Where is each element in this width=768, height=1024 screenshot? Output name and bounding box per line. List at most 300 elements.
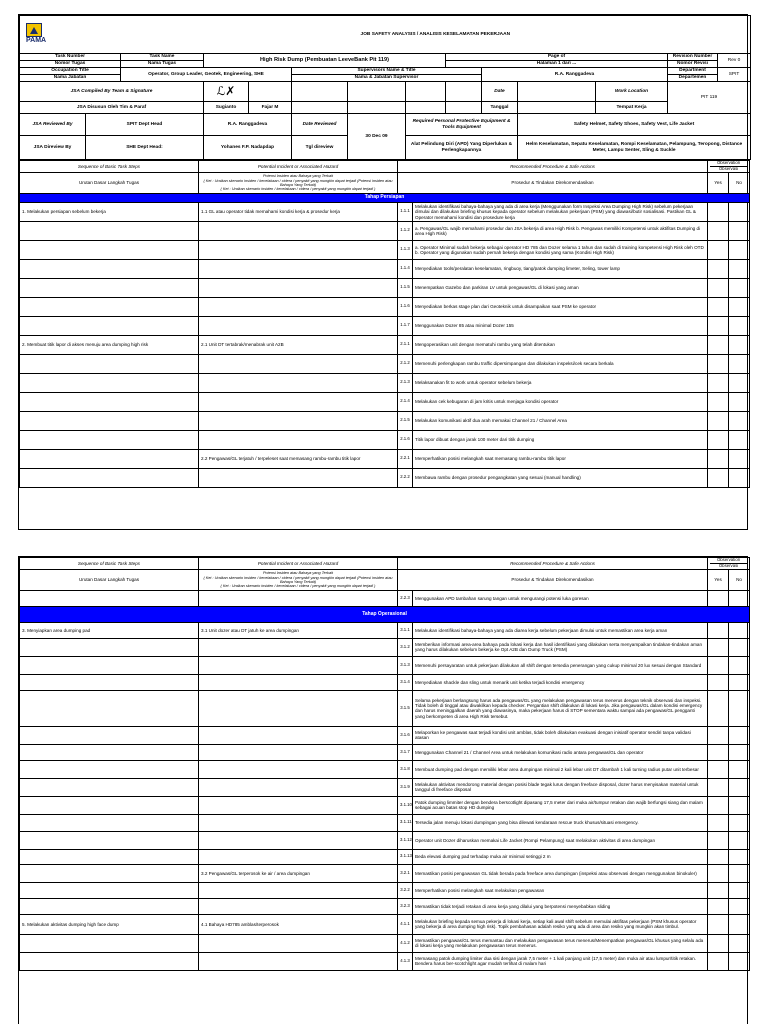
yes-checkbox-cell[interactable] [708, 316, 729, 335]
action-cell: Memenuhi persayaratan untuk pekerjaan dilakukan all shift dengan tersedia penerangan yang cukup minimal 20 lux sesuai dengan Standard [413, 656, 708, 674]
action-number: 2.2.2 [398, 468, 413, 487]
hazard-cell: 1.1 GL atau operator tidak memahami kondisi kerja & prosedur kerja [199, 202, 398, 221]
action-number: 3.1.9 [398, 778, 413, 796]
no-checkbox-cell[interactable] [729, 335, 750, 354]
action-number: 3.1.2 [398, 638, 413, 656]
action-number: 4.1.3 [398, 952, 413, 970]
phase-band-operasional: Tahap Operasional [20, 606, 750, 622]
no-header: No [729, 569, 750, 590]
tempat-kerja-label: Tempat Kerja [596, 102, 668, 114]
no-checkbox-cell[interactable] [729, 849, 750, 864]
no-checkbox-cell[interactable] [729, 690, 750, 726]
supervisor-label-id: Nama & Jabatan Supervisor [292, 75, 482, 82]
hazard-cell [199, 796, 398, 814]
hazard-cell [199, 430, 398, 449]
no-checkbox-cell[interactable] [729, 449, 750, 468]
jsa-sheet-1 [18, 14, 748, 530]
page-value: Halaman 1 dari ... [446, 61, 668, 68]
action-number: 2.1.2 [398, 354, 413, 373]
step-cell: 2. Membuat titik lapor di akses menuju area dumping high risk [20, 335, 199, 354]
yes-checkbox-cell[interactable] [708, 468, 729, 487]
table-row [20, 914, 750, 934]
step-cell [20, 638, 199, 656]
jsa-body-table-1 [19, 160, 750, 488]
step-cell [20, 354, 199, 373]
actions-header-en: Recommended Procedure & Safe Actions [398, 558, 708, 570]
action-cell: Melaksanakan fit to work untuk operator sebelum bekerja [413, 373, 708, 392]
table-row [20, 849, 750, 864]
no-checkbox-cell[interactable] [729, 316, 750, 335]
page-label: Page of [446, 54, 668, 61]
observation-header [708, 558, 750, 570]
no-checkbox-cell[interactable] [729, 952, 750, 970]
table-row [20, 392, 750, 411]
hazard-cell [199, 638, 398, 656]
no-checkbox-cell[interactable] [729, 411, 750, 430]
revision-value: Rev 0 [718, 54, 751, 68]
steps-header-en: Sequence of Basic Task Steps [20, 161, 199, 173]
yes-checkbox-cell[interactable] [708, 864, 729, 882]
reviewed-name: R.A. Ranggadeva [204, 114, 292, 136]
hazard-header-id-1: Potensi Insiden atau Bahaya yang Terkait [263, 174, 333, 179]
hazard-cell [199, 726, 398, 744]
apd-value: Helm Keselamatan, Sepatu Keselamatan, Rompi Keselamatan, Pelampung, Teropong, Distance Meter, Lampu Senter, Sling & Suckle [518, 136, 751, 160]
logo-text: PAMA [26, 37, 47, 45]
yes-checkbox-cell[interactable] [708, 934, 729, 952]
no-checkbox-cell[interactable] [729, 373, 750, 392]
hazard-cell [199, 373, 398, 392]
nama-jabatan-label: Nama Jabatan [20, 75, 121, 82]
yes-checkbox-cell[interactable] [708, 726, 729, 744]
action-number: 3.2.2 [398, 882, 413, 898]
action-cell: Menggunakan APD tambahan sarung tangan untuk mengurangi potensi luka goresan [413, 590, 708, 606]
hazard-cell [199, 221, 398, 240]
hazard-cell [199, 690, 398, 726]
yes-checkbox-cell[interactable] [708, 638, 729, 656]
no-checkbox-cell[interactable] [729, 297, 750, 316]
action-number: 3.1.10 [398, 796, 413, 814]
no-checkbox-cell[interactable] [729, 392, 750, 411]
no-checkbox-cell[interactable] [729, 590, 750, 606]
table-row [20, 898, 750, 914]
action-number: 1.1.4 [398, 259, 413, 278]
no-checkbox-cell[interactable] [729, 278, 750, 297]
yes-checkbox-cell[interactable] [708, 778, 729, 796]
steps-header-en: Sequence of Basic Task Steps [20, 558, 199, 570]
sheet1-rows [20, 202, 750, 487]
nama-tugas-label: Nama Tugas [121, 61, 204, 68]
action-number: 2.1.1 [398, 335, 413, 354]
yes-checkbox-cell[interactable] [708, 914, 729, 934]
action-cell: Memperhatikan posisi melangkah saat memasang rambu-rambu titik lapor [413, 449, 708, 468]
table-row [20, 316, 750, 335]
step-cell [20, 430, 199, 449]
table-row [20, 335, 750, 354]
step-cell [20, 297, 199, 316]
date-reviewed-value: 30 Dec 09 [348, 114, 406, 160]
task-name-label: Task Name [121, 54, 204, 61]
yes-checkbox-cell[interactable] [708, 814, 729, 831]
no-checkbox-cell[interactable] [729, 831, 750, 849]
no-checkbox-cell[interactable] [729, 468, 750, 487]
table-row [20, 411, 750, 430]
occupation-label: Occupation Title [20, 68, 121, 75]
yes-checkbox-cell[interactable] [708, 690, 729, 726]
yes-checkbox-cell[interactable] [708, 430, 729, 449]
action-number: 3.1.4 [398, 674, 413, 690]
yes-checkbox-cell[interactable] [708, 622, 729, 638]
signature-scribble-icon: ℒ✗ [216, 83, 236, 98]
action-number: 3.1.8 [398, 760, 413, 778]
hazard-header-id-3: ( Ket : Uraikan skenario insiden / kecelakaan / cidera / penyakit yang mungkin dapat terjadi ) [220, 584, 376, 589]
action-cell: Memenuhi perlengkapan rambu traffic dipersimpangan dan dilakukan inspeksi/cek secara berkala [413, 354, 708, 373]
hazard-cell [199, 744, 398, 760]
action-cell: Menyediakan shackle dan sling untuk menarik unit ketika terjadi kondisi emergency [413, 674, 708, 690]
department-value: SPIT [718, 68, 751, 82]
action-number: 1.1.2 [398, 221, 413, 240]
action-cell: Titik lapor dibuat dengan jarak 100 meter dari titik dumping [413, 430, 708, 449]
departemen-label: Departemen [668, 75, 718, 82]
no-checkbox-cell[interactable] [729, 354, 750, 373]
action-cell: Melakukan cek kebugaran di jam kritis untuk menjaga kondisi operator [413, 392, 708, 411]
hazard-header-id-2: ( Ket : Uraikan skenario insiden / kecelakaan / cidera / penyakit yang mungkin dapat terjadi (Potensi insiden atau Bahaya Yang Terkait) [203, 178, 393, 187]
action-number: 1.1.5 [398, 278, 413, 297]
reviewed-role: SPIT Dept Head [86, 114, 204, 136]
hazard-cell [199, 656, 398, 674]
step-cell [20, 449, 199, 468]
yes-checkbox-cell[interactable] [708, 952, 729, 970]
hazard-cell: 2.1 Unit DT tertabrak/menabrak unit A2B [199, 335, 398, 354]
step-cell [20, 656, 199, 674]
step-cell [20, 814, 199, 831]
pama-logo-icon [26, 23, 42, 37]
action-cell: a. Operator Minimal sudah bekerja sebagai operator HD 785 dan Dozer selama 1 tahun dan sudah di training kompetensi High Risk oleh OTD b. Operator yang digunakan sudah pernah bekerja dengan kondisi yang sama (Kondisi High Risk) [413, 240, 708, 259]
action-cell: Memberikan informasi area-area bahaya pada lokasi kerja dan hasil identifikasi yang dilakukan serta menyampaikan tindakan-tindakan aman yang harus dilakukan sebelum bekerja ke Opt A2B dan Dump Truck (PSM) [413, 638, 708, 656]
hazard-header-id-3: ( Ket : Uraikan skenario insiden / kecelakaan / cidera / penyakit yang mungkin dapat terjadi ) [220, 187, 376, 192]
action-cell: Melaporkan ke pengawas saat terjadi kondisi unit amblas, tidak boleh dilakukan evakuasi dengan inisiatif operator sendiri tanpa validasi atasan [413, 726, 708, 744]
yes-checkbox-cell[interactable] [708, 796, 729, 814]
steps-header-id: Urutan Dasar Langkah Tugas [20, 569, 199, 590]
step-cell [20, 882, 199, 898]
hazard-cell [199, 778, 398, 796]
step-cell [20, 831, 199, 849]
step-cell [20, 411, 199, 430]
work-location-label: Work Location [596, 82, 668, 102]
observasi-label: Observasi [710, 563, 747, 569]
no-header: No [729, 172, 750, 193]
apd-label: Alat Pelindung Diri (APD) Yang Diperlukan & Perlengkapannya [406, 136, 518, 160]
hazard-header-id-2: ( Ket : Uraikan skenario insiden / kecelakaan / cidera / penyakit yang mungkin dapat terjadi (Potensi insiden atau Bahaya Yang Terkait) [203, 575, 393, 584]
no-checkbox-cell[interactable] [729, 778, 750, 796]
yes-checkbox-cell[interactable] [708, 831, 729, 849]
hazard-cell [199, 849, 398, 864]
hazard-cell [199, 760, 398, 778]
no-checkbox-cell[interactable] [729, 814, 750, 831]
task-name-value: High Risk Dump (Pembuatan LeeveBank Pit 119) [204, 54, 446, 68]
action-number: 3.1.11 [398, 814, 413, 831]
action-number: 3.2.1 [398, 864, 413, 882]
no-checkbox-cell[interactable] [729, 430, 750, 449]
action-number: 1.1.6 [398, 297, 413, 316]
no-checkbox-cell[interactable] [729, 898, 750, 914]
action-cell: Memastikan posisi pengawasan GL tidak berada pada freeface area dumpingan (inspeksi atau observasi dengan menggunakan binokuler) [413, 864, 708, 882]
step-cell [20, 778, 199, 796]
step-cell [20, 373, 199, 392]
yes-checkbox-cell[interactable] [708, 278, 729, 297]
hazard-cell [199, 590, 398, 606]
action-number: 3.1.3 [398, 656, 413, 674]
jsa-body-table-2 [19, 557, 750, 971]
compiled-name-2: Fajar M [249, 102, 292, 114]
no-checkbox-cell[interactable] [729, 726, 750, 744]
table-row [20, 796, 750, 814]
yes-checkbox-cell[interactable] [708, 882, 729, 898]
hazard-cell [199, 934, 398, 952]
observation-label: Observation [716, 160, 741, 165]
step-cell [20, 864, 199, 882]
table-row [20, 373, 750, 392]
action-cell: Beda elevasi dumping pad terhadap muka air minimal setinggi 2 m [413, 849, 708, 864]
nomor-tugas-label: Nomor Tugas [20, 61, 121, 68]
hazard-header-id [199, 569, 398, 590]
yes-checkbox-cell[interactable] [708, 354, 729, 373]
action-cell: Melakukan identifikasi bahaya-bahaya yang ada di area kerja (Menggunakan form Inspeksi Area Dumping High Risk) sebelum pekerjaan dimulai dan dilakukan briefing khusus kepada operator sebelum melakukan pekerjaan (PSM) yang diawasi/butir sosialisasi. Pastikan GL & Operator memahami kondisi dan prosedure kerja [413, 202, 708, 221]
step-cell: 5. Melakukan aktivitas dumping high face dump [20, 914, 199, 934]
no-checkbox-cell[interactable] [729, 882, 750, 898]
direview-name: Yohanes F.P. Nadapdap [204, 136, 292, 160]
hazard-cell [199, 354, 398, 373]
step-cell [20, 760, 199, 778]
yes-checkbox-cell[interactable] [708, 898, 729, 914]
action-cell: Memperhatikan posisi melangkah saat melakukan pengawasan [413, 882, 708, 898]
jsa-header-table [19, 15, 751, 160]
hazard-header-id [199, 172, 398, 193]
yes-checkbox-cell[interactable] [708, 259, 729, 278]
no-checkbox-cell[interactable] [729, 638, 750, 656]
step-cell: 3. Menyiapkan area dumping pad [20, 622, 199, 638]
action-cell: Melakukan identifikasi bahaya-bahaya yang ada diarea kerja sebelum pekerjaan dimulai untuk memastikan area kerja aman [413, 622, 708, 638]
yes-checkbox-cell[interactable] [708, 221, 729, 240]
yes-checkbox-cell[interactable] [708, 411, 729, 430]
department-label: Department [668, 68, 718, 75]
table-row [20, 259, 750, 278]
action-cell: Menyediakan berkas stage plan dari Geoteknik untuk disampaikan saat PSM ke operator [413, 297, 708, 316]
table-row [20, 278, 750, 297]
actions-header-id: Prosedur & Tindakan Direkomendasikan [398, 172, 708, 193]
step-cell [20, 278, 199, 297]
yes-checkbox-cell[interactable] [708, 240, 729, 259]
action-number: 2.2.1 [398, 449, 413, 468]
yes-header: Yes [708, 569, 729, 590]
yes-checkbox-cell[interactable] [708, 335, 729, 354]
hazard-cell [199, 898, 398, 914]
table-row [20, 690, 750, 726]
yes-checkbox-cell[interactable] [708, 590, 729, 606]
no-checkbox-cell[interactable] [729, 674, 750, 690]
step-cell [20, 240, 199, 259]
step-cell [20, 316, 199, 335]
hazard-cell [199, 831, 398, 849]
action-cell: Melakukan aktivitas mendorong material dengan posisi blade tegak lurus dengan freeface disposal, dozer harus menyisakan material untuk tanggul di freeface disposal [413, 778, 708, 796]
yes-checkbox-cell[interactable] [708, 392, 729, 411]
ppe-label: Required Personal Protective Equipment & Tools Equipment [406, 114, 518, 136]
hazard-cell [199, 882, 398, 898]
action-cell: Mengoperasikan unit dengan mematuhi rambu yang telah ditentukan [413, 335, 708, 354]
step-cell [20, 674, 199, 690]
action-number: 3.1.12 [398, 831, 413, 849]
observation-label: Observation [716, 557, 741, 562]
action-cell: Membuat dumping pad dengan memiliki lebar area dumpingan minimal 2 kali lebar unit DT ditambah 1 kali turning radius putar unit terbesar [413, 760, 708, 778]
yes-checkbox-cell[interactable] [708, 449, 729, 468]
hazard-header-en: Potential Incident or Associated Hazard [199, 161, 398, 173]
action-cell: Selama pekerjaan berlangsung harus ada pengawas/GL yang melakukan pengawasan terus menerus dengan teknik observasi dan inspeksi. Tidak boleh di tinggal atau diwakilkan kepada checker. Pergantian shift dilakukan di lokasi kerja. Jika pengawas/GL dalam kondisi emergency dan harus meninggalkan daerah yang diawasinya, maka pekerjaan harus di STOP sementara waktu sampai ada pengawas/GL pengganti yang berkompeten di area High Risk tersebut. [413, 690, 708, 726]
hazard-cell: 4.1 Bahaya HD785 amblas/terperosok [199, 914, 398, 934]
no-checkbox-cell[interactable] [729, 240, 750, 259]
action-number: 2.1.4 [398, 392, 413, 411]
step-cell [20, 468, 199, 487]
steps-header-id: Urutan Dasar Langkah Tugas [20, 172, 199, 193]
step-cell [20, 934, 199, 952]
action-cell: Tersedia jalan menuju lokasi dumpingan yang bisa dilewati kendaraan rescue truck khusus/situasi emergency. [413, 814, 708, 831]
table-row [20, 760, 750, 778]
hazard-cell: 3.2 Pengawas/GL terperosok ke air / area dumpingan [199, 864, 398, 882]
action-number: 1.1.1 [398, 202, 413, 221]
step-cell [20, 898, 199, 914]
step-cell [20, 259, 199, 278]
hazard-cell [199, 278, 398, 297]
action-number: 3.1.7 [398, 744, 413, 760]
action-number: 3.2.3 [398, 898, 413, 914]
no-checkbox-cell[interactable] [729, 656, 750, 674]
yes-checkbox-cell[interactable] [708, 849, 729, 864]
actions-header-en: Recommended Procedure & Safe Actions [398, 161, 708, 173]
revision-label: Revision Number [668, 54, 718, 61]
hazard-cell [199, 240, 398, 259]
table-row [20, 814, 750, 831]
compiled-label-id: JSA Disusun Oleh Tim & Paraf [20, 102, 204, 114]
action-number: 3.1.5 [398, 690, 413, 726]
action-cell: Operator unit Dozer diharuskan memakai Life Jacket (Rompi Pelampung) saat melakukan aktivitas di area dumpingan [413, 831, 708, 849]
action-cell: Melakukan komunikasi aktif dua arah memakai Channel 21 / Channel Area [413, 411, 708, 430]
action-number: 3.1.6 [398, 726, 413, 744]
action-cell: Menyediakan tools/peralatan keselamatan, ringbuoy, tiang/patok dumping limeter, Seling, tower lamp [413, 259, 708, 278]
table-row [20, 952, 750, 970]
no-checkbox-cell[interactable] [729, 744, 750, 760]
yes-checkbox-cell[interactable] [708, 656, 729, 674]
hazard-cell [199, 814, 398, 831]
date-label: Date [482, 82, 518, 102]
direview-role: SHE Dept Head: [86, 136, 204, 160]
no-checkbox-cell[interactable] [729, 934, 750, 952]
table-row [20, 449, 750, 468]
yes-checkbox-cell[interactable] [708, 202, 729, 221]
yes-header: Yes [708, 172, 729, 193]
step-cell [20, 796, 199, 814]
table-row [20, 656, 750, 674]
yes-checkbox-cell[interactable] [708, 373, 729, 392]
reviewed-label: JSA Reviewed By [20, 114, 86, 136]
jsa-sheet-2 [18, 556, 748, 1024]
no-checkbox-cell[interactable] [729, 221, 750, 240]
no-checkbox-cell[interactable] [729, 864, 750, 882]
table-row [20, 882, 750, 898]
step-cell [20, 726, 199, 744]
action-cell: Membawa rambu dengan prosedur pengangkatan yang sesuai (manual handling) [413, 468, 708, 487]
step-cell [20, 590, 199, 606]
hazard-cell [199, 392, 398, 411]
action-cell: Melakukan briefing kepada semua pekerja di lokasi kerja, setiap kali awal shift sebelum memulai aktifitas pekerjaan (PSM khusus operator yang bekerja di area dumping high risk). Topik pembahasan adalah resiko yang ada di area dan resiko yang mungkin akan timbul. [413, 914, 708, 934]
action-cell: Menggunakan Channel 21 / Channel Area untuk melakukan komunikasi radio antara pengawas/GL dan operator [413, 744, 708, 760]
document-title: JOB SAFETY ANALYSIS / ANALISIS KESELAMATAN PEKERJAAN [121, 16, 751, 54]
supervisor-label: Supervisors Name & Title [292, 68, 482, 75]
table-row [20, 778, 750, 796]
tgl-direview-label: Tgl direview [292, 136, 348, 160]
observation-header [708, 161, 750, 173]
action-cell: Memastikan tidak terjadi retakan di area kerja yang dilalui yang berpotensi menyebabkan sliding [413, 898, 708, 914]
step-cell [20, 849, 199, 864]
table-row [20, 638, 750, 656]
action-number: 3.1.13 [398, 849, 413, 864]
action-number: 2.2.3 [398, 590, 413, 606]
step-cell: 1. Melakukan persiapan sebelum bekerja [20, 202, 199, 221]
hazard-cell [199, 952, 398, 970]
yes-checkbox-cell[interactable] [708, 297, 729, 316]
yes-checkbox-cell[interactable] [708, 760, 729, 778]
table-row [20, 221, 750, 240]
action-number: 1.1.3 [398, 240, 413, 259]
no-checkbox-cell[interactable] [729, 622, 750, 638]
step-cell [20, 221, 199, 240]
step-cell [20, 392, 199, 411]
signature-1 [204, 82, 249, 102]
action-number: 4.1.2 [398, 934, 413, 952]
no-checkbox-cell[interactable] [729, 796, 750, 814]
logo-cell [20, 16, 121, 54]
nomor-revisi-label: Nomor Revisi [668, 61, 718, 68]
no-checkbox-cell[interactable] [729, 202, 750, 221]
hazard-cell [199, 316, 398, 335]
hazard-cell [199, 297, 398, 316]
actions-header-id: Prosedur & Tindakan Direkomendasikan [398, 569, 708, 590]
hazard-cell [199, 259, 398, 278]
table-row [20, 622, 750, 638]
action-number: 2.1.5 [398, 411, 413, 430]
table-row [20, 744, 750, 760]
step-cell [20, 952, 199, 970]
work-location-value: PIT 119 [668, 82, 751, 114]
no-checkbox-cell[interactable] [729, 259, 750, 278]
yes-checkbox-cell[interactable] [708, 744, 729, 760]
step-cell [20, 690, 199, 726]
hazard-cell [199, 674, 398, 690]
supervisor-value: R.A. Ranggadeva [482, 68, 668, 82]
table-row [20, 468, 750, 487]
step-cell [20, 744, 199, 760]
action-cell: Patok dumping limmiter dengan bendera berscotlight dipasang 17,5 meter dari muka air/tumpur retakan dan wajib berfungsi siang dan malam sebagai acuan batas stop HD dumping [413, 796, 708, 814]
hazard-cell [199, 411, 398, 430]
table-row [20, 934, 750, 952]
action-number: 2.1.6 [398, 430, 413, 449]
hazard-header-en: Potential Incident or Associated Hazard [199, 558, 398, 570]
yes-checkbox-cell[interactable] [708, 674, 729, 690]
action-cell: Menggunakan Dozer 85 atau minimal Dozer 155 [413, 316, 708, 335]
ppe-value: Safety Helmet, Safety Shoes, Safety Vest, Life Jacket [518, 114, 751, 136]
table-row [20, 240, 750, 259]
hazard-cell: 3.1 Unit dozer atau DT jatuh ke area dumpingan [199, 622, 398, 638]
no-checkbox-cell[interactable] [729, 914, 750, 934]
action-cell: Menempatkan Gazebo dan parkiran LV untuk pengawas/GL di lokasi yang aman [413, 278, 708, 297]
no-checkbox-cell[interactable] [729, 760, 750, 778]
